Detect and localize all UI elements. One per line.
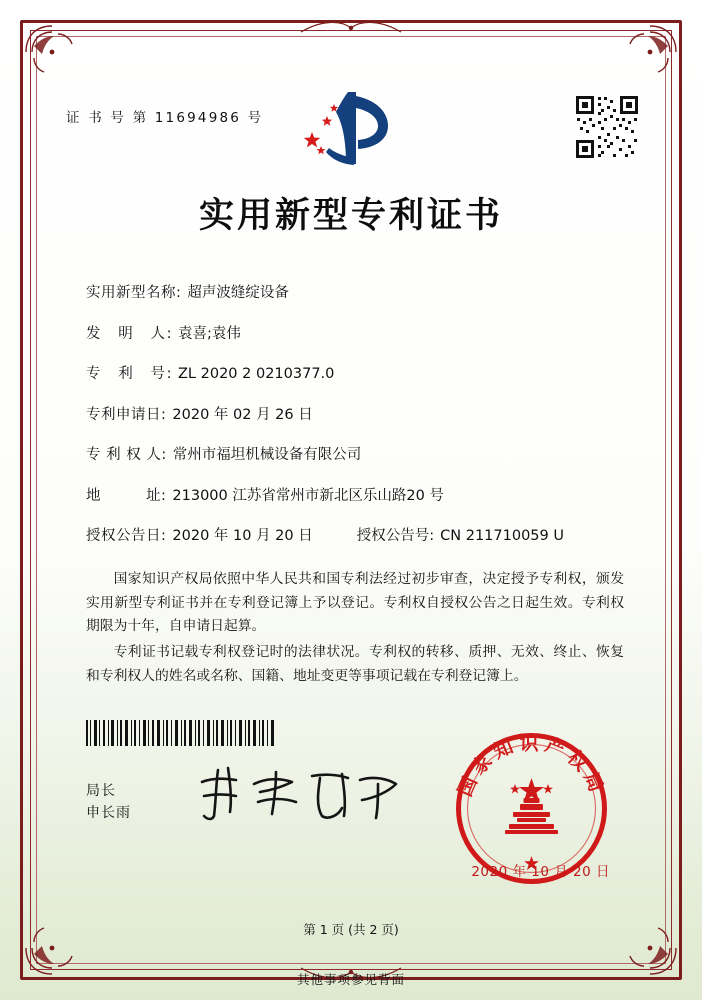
director-title: 局长 <box>86 783 116 799</box>
field-label: 专 利 权 人: <box>86 447 167 464</box>
field-value: 213000 江苏省常州市新北区乐山路20 号 <box>172 487 444 504</box>
field-address <box>86 487 640 507</box>
field-label: 专 利 号: <box>86 366 172 383</box>
certificate-content <box>52 52 650 948</box>
field-value: 2020 年 02 月 26 日 <box>172 406 313 423</box>
field-value: 2020 年 10 月 20 日 <box>172 528 313 545</box>
field-label: 专利申请日: <box>86 406 167 423</box>
field-label: 授权公告日: <box>86 528 167 545</box>
cnipa-logo-icon <box>296 86 406 170</box>
field-inventor <box>86 325 640 345</box>
qr-code-icon <box>574 94 640 160</box>
page-number: 第 1 页 (共 2 页) <box>303 922 399 937</box>
svg-text:国家知识产权局: 国家知识产权局 <box>453 732 610 800</box>
seal-date: 2020 年 10 月 20 日 <box>471 864 610 880</box>
director-name: 申长雨 <box>86 805 131 822</box>
field-grant-announcement <box>86 527 640 547</box>
certificate-number: 证 书 号 第 11694986 号 <box>66 110 264 126</box>
field-patent-number <box>86 365 640 385</box>
field-value: ZL 2020 2 0210377.0 <box>178 366 335 383</box>
page-title: 实用新型专利证书 <box>198 195 503 236</box>
legal-paragraph: 国家知识产权局依照中华人民共和国专利法经过初步审查，决定授予专利权，颁发实用新型专利证书并在专利登记簿上予以登记。专利权自授权公告之日起生效。专利权期限为十年，自申请日起算。 <box>86 570 624 635</box>
barcode-icon <box>86 720 276 746</box>
field-value: 超声波缝绽设备 <box>187 285 289 301</box>
field-value: 袁喜;袁伟 <box>178 325 241 342</box>
field-value: 常州市福坦机械设备有限公司 <box>172 447 362 464</box>
field-application-date <box>86 406 640 426</box>
edge-ornament-icon <box>291 18 411 38</box>
field-sub-label: 授权公告号: <box>356 528 435 545</box>
field-label: 发 明 人: <box>86 325 172 342</box>
legal-text-block <box>52 568 650 689</box>
fields-block <box>52 284 650 547</box>
director-block <box>86 780 131 825</box>
footer-note: 其他事项参见背面 <box>296 972 405 987</box>
field-utility-model-name <box>86 284 640 304</box>
signature-seal-area <box>52 712 650 942</box>
header-row <box>52 52 650 162</box>
legal-paragraph: 专利证书记载专利权登记时的法律状况。专利权的转移、质押、无效、终止、恢复和专利权人的姓名或名称、国籍、地址变更等事项记载在专利登记簿上。 <box>86 644 624 684</box>
field-patentee <box>86 446 640 466</box>
field-label: 地 址: <box>86 487 167 504</box>
field-label: 实用新型名称: <box>86 285 182 301</box>
handwritten-signature-icon <box>192 764 407 826</box>
field-sub-value: CN 211710059 U <box>440 528 564 545</box>
